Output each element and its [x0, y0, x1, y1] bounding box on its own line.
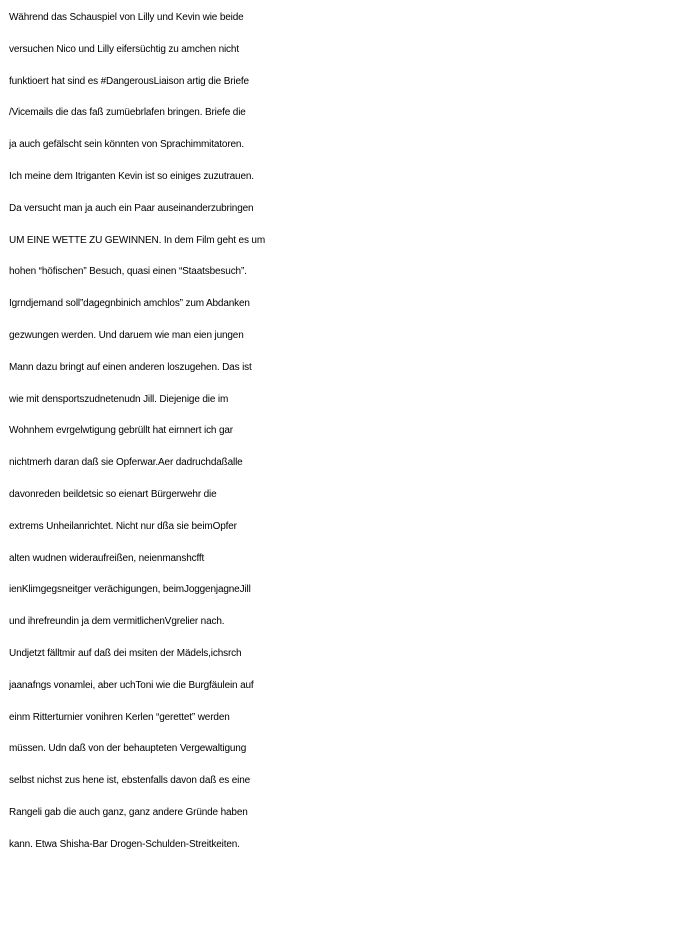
text-line: einm Ritterturnier vonihren Kerlen “gerettet” werden: [9, 711, 230, 723]
text-line: Während das Schauspiel von Lilly und Kevin wie beide: [9, 12, 244, 23]
text-line: ienKlimgegsneitger verächigungen, beimJoggenjagneJill: [9, 584, 251, 596]
text-line: Rangeli gab die auch ganz, ganz andere Gründe haben: [9, 806, 248, 818]
text-line: hohen “höfischen” Besuch, quasi einen “Staatsbesuch”.: [9, 266, 247, 278]
text-line: kann. Etwa Shisha-Bar Drogen-Schulden-Streitkeiten.: [9, 838, 240, 850]
text-line: Da versucht man ja auch ein Paar auseinanderzubringen: [9, 202, 254, 214]
text-line: UM EINE WETTE ZU GEWINNEN. In dem Film geht es um: [9, 234, 266, 246]
text-line: versuchen Nico und Lilly eifersüchtig zu amchen nicht: [9, 43, 239, 55]
text-line: jaanafngs vonamlei, aber uchToni wie die Burgfäulein auf: [9, 679, 254, 691]
text-line: extrems Unheilanrichtet. Nicht nur dßa sie beimOpfer: [9, 520, 237, 532]
text-line: Wohnhem evrgelwtigung gebrüllt hat eirnnert ich gar: [9, 425, 233, 437]
text-line: gezwungen werden. Und daruem wie man eien jungen: [9, 329, 244, 341]
text-line: und ihrefreundin ja dem vermitlichenVgrelier nach.: [9, 616, 225, 628]
text-line: ja auch gefälscht sein könnten von Sprachimmitatoren.: [9, 139, 244, 151]
text-line: funktioert hat sind es #DangerousLiaison artig die Briefe: [9, 75, 249, 87]
text-line: müssen. Udn daß von der behaupteten Vergewaltigung: [9, 743, 247, 755]
text-line: davonreden beildetsic so eienart Bürgerwehr die: [9, 488, 217, 500]
document-page: [9, 0, 681, 940]
text-line: alten wudnen wideraufreißen, neienmanshcfft: [9, 552, 205, 564]
text-block: [9, 0, 681, 861]
text-line: Igrndjemand soll”dagegnbinich amchlos” zum Abdanken: [9, 298, 250, 310]
text-line: /Vicemails die das faß zumüebrlafen bringen. Briefe die: [9, 107, 246, 119]
text-line: wie mit densportszudnetenudn Jill. Diejenige die im: [9, 393, 229, 405]
text-line: Undjetzt fälltmir auf daß dei msiten der Mädels,ichsrch: [9, 647, 242, 659]
text-line: selbst nichst zus hene ist, ebstenfalls davon daß es eine: [9, 775, 251, 787]
text-line: Mann dazu bringt auf einen anderen loszugehen. Das ist: [9, 361, 252, 373]
text-line: nichtmerh daran daß sie Opferwar.Aer dadruchdaßalle: [9, 457, 243, 469]
text-line: Ich meine dem Itriganten Kevin ist so einiges zuzutrauen.: [9, 170, 254, 182]
